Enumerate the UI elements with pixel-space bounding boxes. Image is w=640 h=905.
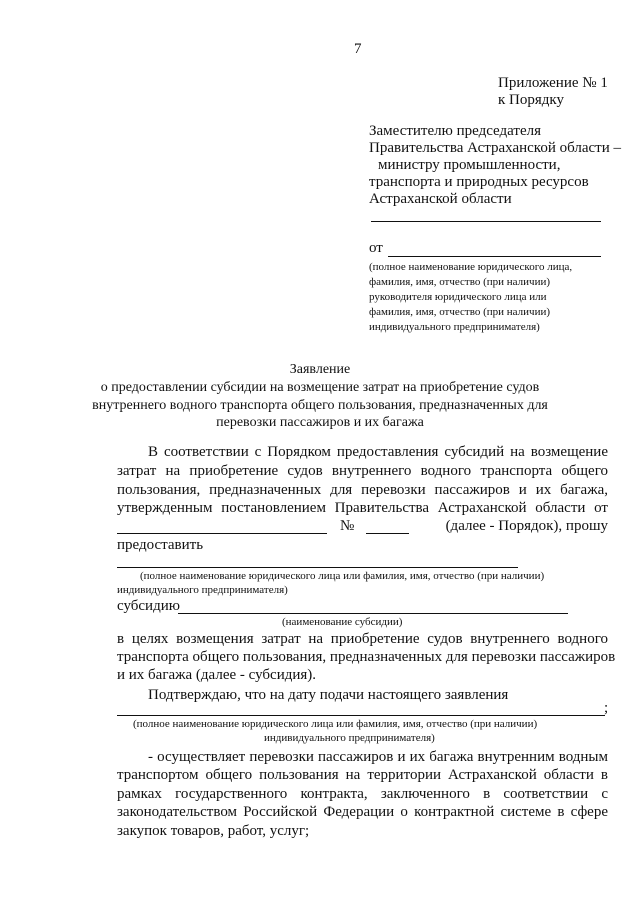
date-blank-line [117,533,327,534]
page-number: 7 [354,41,362,57]
applicant-blank-line [117,567,518,568]
from-hint: руководителя юридического лица или [369,291,547,303]
subsidy-blank-line [178,613,568,614]
from-hint: (полное наименование юридического лица, [369,261,573,273]
applicant-hint: индивидуального предпринимателя) [117,584,288,596]
title-line: о предоставлении субсидии на возмещение затрат на приобретение судов [100,380,540,395]
subsidy-hint: (наименование субсидии) [282,616,403,628]
addressee-line: Заместителю председателя [369,123,542,139]
from-label: от [369,240,383,256]
from-blank-line [388,256,601,257]
addressee-line: министру промышленности, [378,157,561,173]
bullet-line: закупок товаров, работ, услуг; [117,823,310,839]
from-hint: индивидуального предпринимателя) [369,321,540,333]
paragraph-line: и их багажа (далее - субсидия). [117,667,317,683]
addressee-blank-line [371,221,601,222]
bullet-line: - осуществляет перевозки пассажиров и их багажа внутренним водным [148,749,608,765]
title-line: перевозки пассажиров и их багажа [216,415,424,430]
paragraph-line: (далее - Порядок), прошу [445,518,608,534]
title-line: внутреннего водного транспорта общего пользования, предназначенных для [92,398,548,413]
paragraph-line: Подтверждаю, что на дату подачи настоящего заявления [148,687,509,703]
bullet-line: законодательством Российской Федерации о контрактной системе в сфере [117,804,608,820]
applicant-hint: (полное наименование юридического лица или фамилия, имя, отчество (при наличии) [140,570,545,582]
title-line: Заявление [289,362,351,377]
addressee-line: Правительства Астраханской области – [369,140,621,156]
paragraph-line: пользования, предназначенных для перевозки пассажиров и их багажа, [117,482,608,498]
semicolon: ; [604,700,609,716]
subsidy-label: субсидию [117,598,180,614]
bullet-line: транспортом общего пользования на территории Астраханской области в [117,767,608,783]
paragraph-line: утвержденным постановлением Правительства Астраханской области от [117,500,608,516]
appendix-title: Приложение № 1 [498,75,608,91]
paragraph-line: в целях возмещения затрат на приобретение судов внутреннего водного [117,631,608,647]
paragraph-line: предоставить [117,537,204,553]
from-hint: фамилия, имя, отчество (при наличии) [369,276,551,288]
appendix-subtitle: к Порядку [498,92,564,108]
confirm-hint: индивидуального предпринимателя) [264,732,435,744]
paragraph-line: затрат на приобретение судов внутреннего водного транспорта общего [117,463,608,479]
from-hint: фамилия, имя, отчество (при наличии) [369,306,551,318]
addressee-line: транспорта и природных ресурсов [369,174,589,190]
number-sign: № [340,518,355,534]
confirm-blank-line [117,715,605,716]
bullet-line: рамках государственного контракта, заключенного в соответствии с [117,786,608,802]
confirm-hint: (полное наименование юридического лица или фамилия, имя, отчество (при наличии) [133,718,538,730]
paragraph-line: транспорта общего пользования, предназначенных для перевозки пассажиров [117,649,616,665]
paragraph-line: В соответствии с Порядком предоставления субсидий на возмещение [148,444,608,460]
number-blank-line [366,533,409,534]
addressee-line: Астраханской области [369,191,512,207]
